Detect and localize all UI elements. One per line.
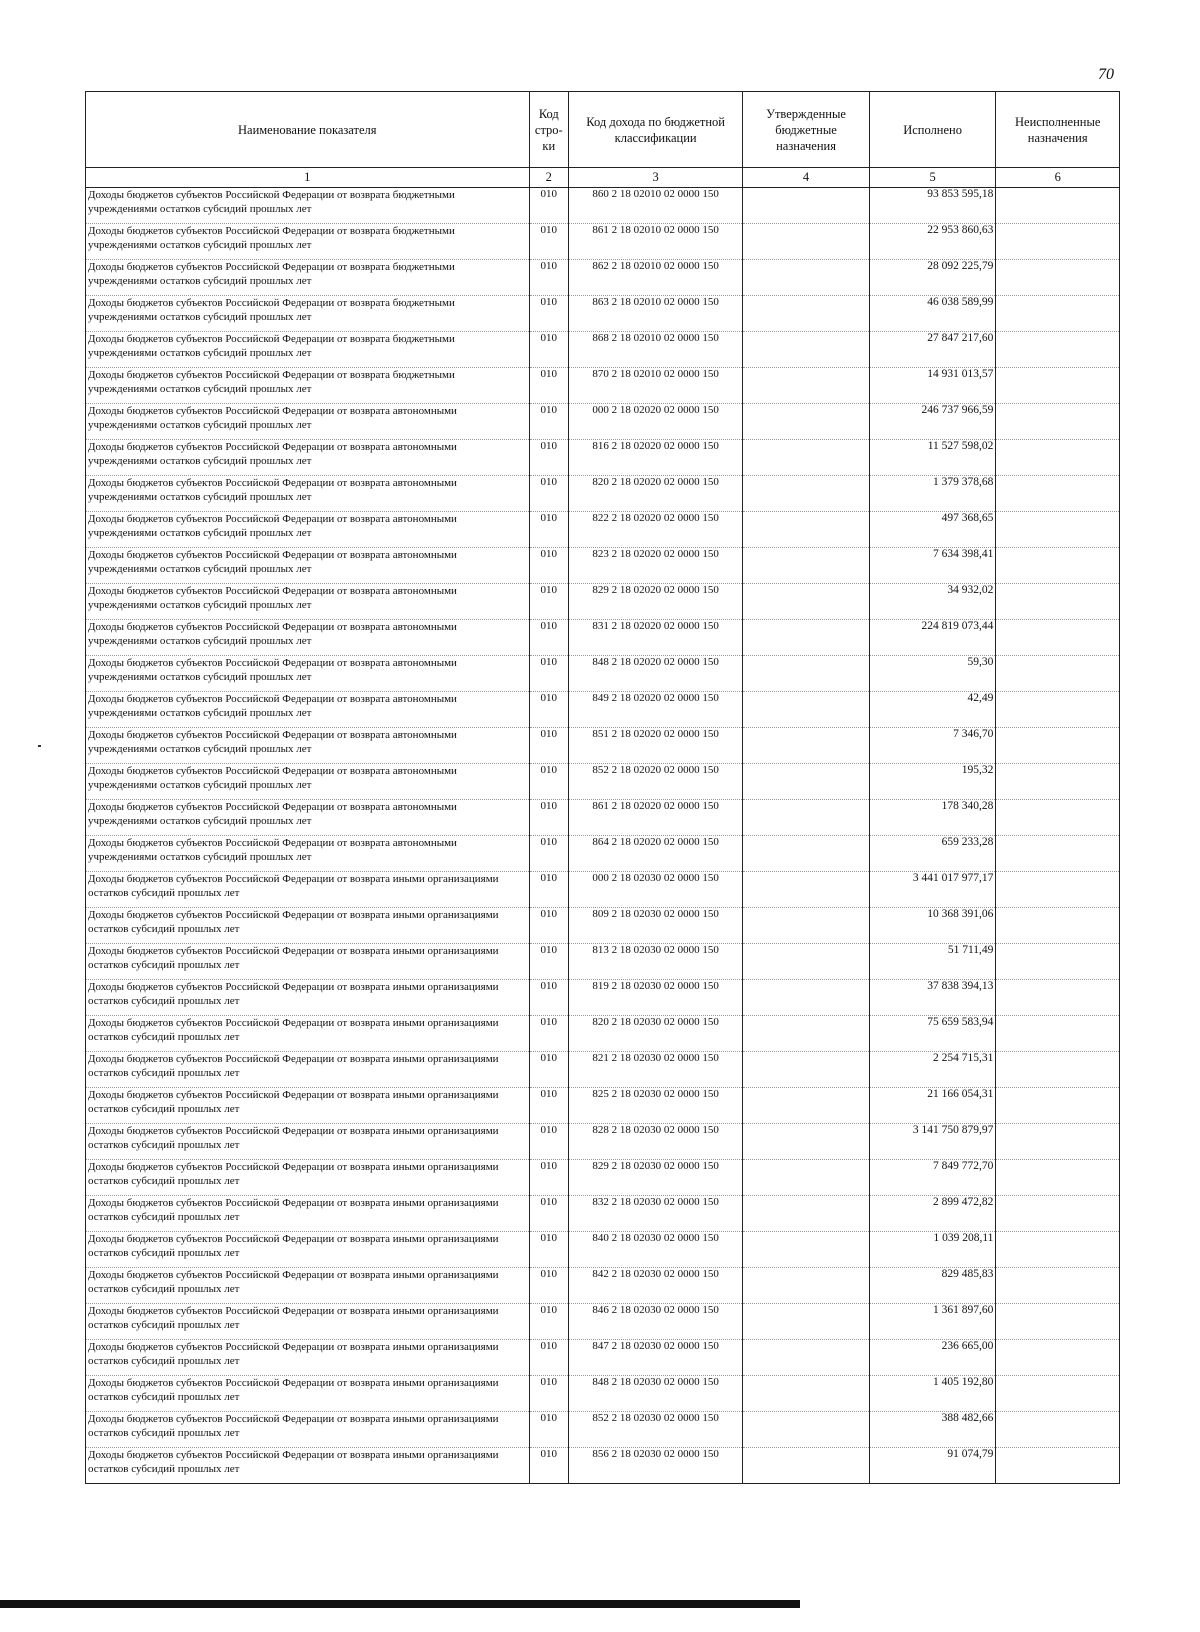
row-approved: [743, 512, 870, 548]
row-approved: [743, 1052, 870, 1088]
column-number: 1: [86, 168, 530, 188]
row-approved: [743, 1448, 870, 1484]
row-revenue-code: 848 2 18 02020 02 0000 150: [569, 656, 743, 692]
table-row: [86, 836, 1120, 872]
column-number: 3: [569, 168, 743, 188]
row-name: Доходы бюджетов субъектов Российской Федерации от возврата автономными учреждениями остатков субсидий прошлых лет: [86, 728, 530, 764]
table-row: [86, 296, 1120, 332]
row-executed: 2 254 715,31: [869, 1052, 996, 1088]
table-row: [86, 476, 1120, 512]
row-approved: [743, 584, 870, 620]
table-row: [86, 260, 1120, 296]
page-number: 70: [1098, 66, 1114, 83]
table-row: [86, 1124, 1120, 1160]
row-approved: [743, 1340, 870, 1376]
row-line-code: 010: [529, 1196, 568, 1232]
row-revenue-code: 849 2 18 02020 02 0000 150: [569, 692, 743, 728]
row-unexecuted: [996, 404, 1120, 440]
row-revenue-code: 864 2 18 02020 02 0000 150: [569, 836, 743, 872]
row-executed: 91 074,79: [869, 1448, 996, 1484]
row-unexecuted: [996, 476, 1120, 512]
row-line-code: 010: [529, 1124, 568, 1160]
row-revenue-code: 852 2 18 02030 02 0000 150: [569, 1412, 743, 1448]
row-unexecuted: [996, 1340, 1120, 1376]
row-name: Доходы бюджетов субъектов Российской Федерации от возврата автономными учреждениями остатков субсидий прошлых лет: [86, 404, 530, 440]
row-name: Доходы бюджетов субъектов Российской Федерации от возврата иными организациями остатков субсидий прошлых лет: [86, 1448, 530, 1484]
row-line-code: 010: [529, 1268, 568, 1304]
revenue-report-table: [85, 91, 1120, 1484]
row-name: Доходы бюджетов субъектов Российской Федерации от возврата иными организациями остатков субсидий прошлых лет: [86, 1196, 530, 1232]
table-row: [86, 1268, 1120, 1304]
row-name: Доходы бюджетов субъектов Российской Федерации от возврата иными организациями остатков субсидий прошлых лет: [86, 1016, 530, 1052]
row-line-code: 010: [529, 584, 568, 620]
row-unexecuted: [996, 656, 1120, 692]
row-approved: [743, 260, 870, 296]
row-revenue-code: 848 2 18 02030 02 0000 150: [569, 1376, 743, 1412]
row-executed: 659 233,28: [869, 836, 996, 872]
row-approved: [743, 980, 870, 1016]
row-approved: [743, 764, 870, 800]
row-executed: 27 847 217,60: [869, 332, 996, 368]
table-row: [86, 1448, 1120, 1484]
row-name: Доходы бюджетов субъектов Российской Федерации от возврата иными организациями остатков субсидий прошлых лет: [86, 872, 530, 908]
row-unexecuted: [996, 1088, 1120, 1124]
row-unexecuted: [996, 908, 1120, 944]
table-row: [86, 584, 1120, 620]
row-executed: 10 368 391,06: [869, 908, 996, 944]
row-revenue-code: 000 2 18 02020 02 0000 150: [569, 404, 743, 440]
row-name: Доходы бюджетов субъектов Российской Федерации от возврата автономными учреждениями остатков субсидий прошлых лет: [86, 692, 530, 728]
row-name: Доходы бюджетов субъектов Российской Федерации от возврата автономными учреждениями остатков субсидий прошлых лет: [86, 800, 530, 836]
row-approved: [743, 188, 870, 224]
row-name: Доходы бюджетов субъектов Российской Федерации от возврата бюджетными учреждениями остатков субсидий прошлых лет: [86, 260, 530, 296]
header-executed: Исполнено: [869, 92, 996, 168]
row-executed: 7 849 772,70: [869, 1160, 996, 1196]
table-row: [86, 440, 1120, 476]
row-revenue-code: 852 2 18 02020 02 0000 150: [569, 764, 743, 800]
row-name: Доходы бюджетов субъектов Российской Федерации от возврата иными организациями остатков субсидий прошлых лет: [86, 1160, 530, 1196]
row-unexecuted: [996, 260, 1120, 296]
row-executed: 46 038 589,99: [869, 296, 996, 332]
row-executed: 1 405 192,80: [869, 1376, 996, 1412]
header-unexecuted: Неисполненные назначения: [996, 92, 1120, 168]
row-revenue-code: 856 2 18 02030 02 0000 150: [569, 1448, 743, 1484]
table-row: [86, 332, 1120, 368]
row-unexecuted: [996, 728, 1120, 764]
row-unexecuted: [996, 1124, 1120, 1160]
column-number: 2: [529, 168, 568, 188]
row-name: Доходы бюджетов субъектов Российской Федерации от возврата автономными учреждениями остатков субсидий прошлых лет: [86, 512, 530, 548]
row-name: Доходы бюджетов субъектов Российской Федерации от возврата бюджетными учреждениями остатков субсидий прошлых лет: [86, 188, 530, 224]
row-line-code: 010: [529, 656, 568, 692]
row-unexecuted: [996, 548, 1120, 584]
row-approved: [743, 656, 870, 692]
row-name: Доходы бюджетов субъектов Российской Федерации от возврата бюджетными учреждениями остатков субсидий прошлых лет: [86, 368, 530, 404]
row-revenue-code: 842 2 18 02030 02 0000 150: [569, 1268, 743, 1304]
row-name: Доходы бюджетов субъектов Российской Федерации от возврата автономными учреждениями остатков субсидий прошлых лет: [86, 620, 530, 656]
row-revenue-code: 829 2 18 02020 02 0000 150: [569, 584, 743, 620]
row-name: Доходы бюджетов субъектов Российской Федерации от возврата иными организациями остатков субсидий прошлых лет: [86, 1232, 530, 1268]
row-name: Доходы бюджетов субъектов Российской Федерации от возврата автономными учреждениями остатков субсидий прошлых лет: [86, 764, 530, 800]
row-name: Доходы бюджетов субъектов Российской Федерации от возврата иными организациями остатков субсидий прошлых лет: [86, 1304, 530, 1340]
row-line-code: 010: [529, 224, 568, 260]
row-line-code: 010: [529, 800, 568, 836]
row-approved: [743, 224, 870, 260]
row-approved: [743, 800, 870, 836]
row-line-code: 010: [529, 1412, 568, 1448]
row-executed: 7 634 398,41: [869, 548, 996, 584]
row-line-code: 010: [529, 764, 568, 800]
row-line-code: 010: [529, 692, 568, 728]
row-approved: [743, 1268, 870, 1304]
row-name: Доходы бюджетов субъектов Российской Федерации от возврата автономными учреждениями остатков субсидий прошлых лет: [86, 584, 530, 620]
row-unexecuted: [996, 800, 1120, 836]
row-revenue-code: 861 2 18 02010 02 0000 150: [569, 224, 743, 260]
row-revenue-code: 868 2 18 02010 02 0000 150: [569, 332, 743, 368]
table-row: [86, 188, 1120, 224]
table-row: [86, 692, 1120, 728]
table-row: [86, 1016, 1120, 1052]
row-line-code: 010: [529, 332, 568, 368]
table-row: [86, 404, 1120, 440]
row-unexecuted: [996, 1412, 1120, 1448]
row-line-code: 010: [529, 980, 568, 1016]
row-line-code: 010: [529, 836, 568, 872]
table-row: [86, 548, 1120, 584]
table-row: [86, 1376, 1120, 1412]
row-name: Доходы бюджетов субъектов Российской Федерации от возврата иными организациями остатков субсидий прошлых лет: [86, 1340, 530, 1376]
row-executed: 59,30: [869, 656, 996, 692]
row-executed: 246 737 966,59: [869, 404, 996, 440]
row-name: Доходы бюджетов субъектов Российской Федерации от возврата иными организациями остатков субсидий прошлых лет: [86, 1124, 530, 1160]
row-unexecuted: [996, 1376, 1120, 1412]
row-line-code: 010: [529, 260, 568, 296]
row-name: Доходы бюджетов субъектов Российской Федерации от возврата бюджетными учреждениями остатков субсидий прошлых лет: [86, 224, 530, 260]
row-executed: 178 340,28: [869, 800, 996, 836]
row-approved: [743, 1124, 870, 1160]
row-line-code: 010: [529, 1448, 568, 1484]
row-revenue-code: 821 2 18 02030 02 0000 150: [569, 1052, 743, 1088]
row-unexecuted: [996, 1304, 1120, 1340]
row-name: Доходы бюджетов субъектов Российской Федерации от возврата автономными учреждениями остатков субсидий прошлых лет: [86, 476, 530, 512]
row-revenue-code: 828 2 18 02030 02 0000 150: [569, 1124, 743, 1160]
row-approved: [743, 1160, 870, 1196]
row-executed: 11 527 598,02: [869, 440, 996, 476]
row-executed: 42,49: [869, 692, 996, 728]
table-row: [86, 764, 1120, 800]
table-row: [86, 1304, 1120, 1340]
row-line-code: 010: [529, 548, 568, 584]
row-approved: [743, 836, 870, 872]
row-line-code: 010: [529, 188, 568, 224]
table-row: [86, 908, 1120, 944]
column-number-row: [86, 168, 1120, 188]
row-name: Доходы бюджетов субъектов Российской Федерации от возврата иными организациями остатков субсидий прошлых лет: [86, 1268, 530, 1304]
row-revenue-code: 820 2 18 02030 02 0000 150: [569, 1016, 743, 1052]
table-row: [86, 1412, 1120, 1448]
row-line-code: 010: [529, 1232, 568, 1268]
row-unexecuted: [996, 224, 1120, 260]
row-name: Доходы бюджетов субъектов Российской Федерации от возврата иными организациями остатков субсидий прошлых лет: [86, 1052, 530, 1088]
table-row: [86, 1196, 1120, 1232]
row-revenue-code: 000 2 18 02030 02 0000 150: [569, 872, 743, 908]
table-row: [86, 1088, 1120, 1124]
row-revenue-code: 819 2 18 02030 02 0000 150: [569, 980, 743, 1016]
row-name: Доходы бюджетов субъектов Российской Федерации от возврата автономными учреждениями остатков субсидий прошлых лет: [86, 656, 530, 692]
column-number: 6: [996, 168, 1120, 188]
header-line-code: Код стро-ки: [529, 92, 568, 168]
row-line-code: 010: [529, 512, 568, 548]
column-number: 4: [743, 168, 870, 188]
table-row: [86, 944, 1120, 980]
row-revenue-code: 840 2 18 02030 02 0000 150: [569, 1232, 743, 1268]
table-row: [86, 368, 1120, 404]
row-approved: [743, 944, 870, 980]
scan-mark: [38, 745, 41, 747]
row-unexecuted: [996, 440, 1120, 476]
row-revenue-code: 831 2 18 02020 02 0000 150: [569, 620, 743, 656]
row-approved: [743, 1196, 870, 1232]
row-unexecuted: [996, 836, 1120, 872]
row-unexecuted: [996, 1232, 1120, 1268]
row-name: Доходы бюджетов субъектов Российской Федерации от возврата автономными учреждениями остатков субсидий прошлых лет: [86, 548, 530, 584]
table-row: [86, 1160, 1120, 1196]
row-unexecuted: [996, 188, 1120, 224]
row-revenue-code: 809 2 18 02030 02 0000 150: [569, 908, 743, 944]
row-executed: 37 838 394,13: [869, 980, 996, 1016]
table-row: [86, 1340, 1120, 1376]
table-row: [86, 1052, 1120, 1088]
row-unexecuted: [996, 1016, 1120, 1052]
row-unexecuted: [996, 332, 1120, 368]
row-name: Доходы бюджетов субъектов Российской Федерации от возврата иными организациями остатков субсидий прошлых лет: [86, 908, 530, 944]
row-executed: 195,32: [869, 764, 996, 800]
row-revenue-code: 846 2 18 02030 02 0000 150: [569, 1304, 743, 1340]
row-line-code: 010: [529, 908, 568, 944]
row-line-code: 010: [529, 1160, 568, 1196]
row-line-code: 010: [529, 476, 568, 512]
row-revenue-code: 851 2 18 02020 02 0000 150: [569, 728, 743, 764]
header-indicator-name: Наименование показателя: [86, 92, 530, 168]
row-approved: [743, 296, 870, 332]
row-executed: 497 368,65: [869, 512, 996, 548]
row-executed: 28 092 225,79: [869, 260, 996, 296]
table-row: [86, 656, 1120, 692]
row-executed: 93 853 595,18: [869, 188, 996, 224]
row-executed: 75 659 583,94: [869, 1016, 996, 1052]
row-executed: 22 953 860,63: [869, 224, 996, 260]
row-executed: 34 932,02: [869, 584, 996, 620]
row-revenue-code: 820 2 18 02020 02 0000 150: [569, 476, 743, 512]
row-executed: 3 141 750 879,97: [869, 1124, 996, 1160]
row-unexecuted: [996, 1052, 1120, 1088]
header-row: [86, 92, 1120, 168]
row-name: Доходы бюджетов субъектов Российской Федерации от возврата иными организациями остатков субсидий прошлых лет: [86, 1412, 530, 1448]
row-line-code: 010: [529, 368, 568, 404]
row-revenue-code: 863 2 18 02010 02 0000 150: [569, 296, 743, 332]
row-line-code: 010: [529, 1016, 568, 1052]
row-unexecuted: [996, 512, 1120, 548]
row-unexecuted: [996, 1448, 1120, 1484]
row-executed: 224 819 073,44: [869, 620, 996, 656]
row-line-code: 010: [529, 1088, 568, 1124]
row-executed: 1 379 378,68: [869, 476, 996, 512]
row-revenue-code: 822 2 18 02020 02 0000 150: [569, 512, 743, 548]
row-approved: [743, 404, 870, 440]
row-approved: [743, 1304, 870, 1340]
row-line-code: 010: [529, 872, 568, 908]
row-revenue-code: 823 2 18 02020 02 0000 150: [569, 548, 743, 584]
row-line-code: 010: [529, 728, 568, 764]
row-revenue-code: 829 2 18 02030 02 0000 150: [569, 1160, 743, 1196]
row-approved: [743, 476, 870, 512]
table-row: [86, 512, 1120, 548]
row-executed: 2 899 472,82: [869, 1196, 996, 1232]
row-line-code: 010: [529, 620, 568, 656]
row-revenue-code: 825 2 18 02030 02 0000 150: [569, 1088, 743, 1124]
row-name: Доходы бюджетов субъектов Российской Федерации от возврата автономными учреждениями остатков субсидий прошлых лет: [86, 836, 530, 872]
column-number: 5: [869, 168, 996, 188]
table-row: [86, 620, 1120, 656]
row-unexecuted: [996, 692, 1120, 728]
row-executed: 829 485,83: [869, 1268, 996, 1304]
row-name: Доходы бюджетов субъектов Российской Федерации от возврата иными организациями остатков субсидий прошлых лет: [86, 1088, 530, 1124]
row-unexecuted: [996, 296, 1120, 332]
row-executed: 3 441 017 977,17: [869, 872, 996, 908]
row-executed: 1 039 208,11: [869, 1232, 996, 1268]
row-approved: [743, 692, 870, 728]
row-line-code: 010: [529, 404, 568, 440]
scan-edge: [0, 1600, 800, 1608]
row-unexecuted: [996, 944, 1120, 980]
row-executed: 21 166 054,31: [869, 1088, 996, 1124]
row-name: Доходы бюджетов субъектов Российской Федерации от возврата бюджетными учреждениями остатков субсидий прошлых лет: [86, 296, 530, 332]
header-approved: Утвержденные бюджетные назначения: [743, 92, 870, 168]
row-name: Доходы бюджетов субъектов Российской Федерации от возврата бюджетными учреждениями остатков субсидий прошлых лет: [86, 332, 530, 368]
row-line-code: 010: [529, 296, 568, 332]
row-executed: 14 931 013,57: [869, 368, 996, 404]
row-unexecuted: [996, 620, 1120, 656]
row-revenue-code: 862 2 18 02010 02 0000 150: [569, 260, 743, 296]
row-unexecuted: [996, 1196, 1120, 1232]
table-row: [86, 980, 1120, 1016]
row-executed: 7 346,70: [869, 728, 996, 764]
row-unexecuted: [996, 584, 1120, 620]
row-approved: [743, 908, 870, 944]
row-approved: [743, 728, 870, 764]
table-row: [86, 800, 1120, 836]
row-revenue-code: 861 2 18 02020 02 0000 150: [569, 800, 743, 836]
table-row: [86, 1232, 1120, 1268]
row-name: Доходы бюджетов субъектов Российской Федерации от возврата иными организациями остатков субсидий прошлых лет: [86, 980, 530, 1016]
row-unexecuted: [996, 980, 1120, 1016]
row-revenue-code: 816 2 18 02020 02 0000 150: [569, 440, 743, 476]
row-executed: 1 361 897,60: [869, 1304, 996, 1340]
row-line-code: 010: [529, 944, 568, 980]
row-revenue-code: 860 2 18 02010 02 0000 150: [569, 188, 743, 224]
row-unexecuted: [996, 368, 1120, 404]
row-approved: [743, 872, 870, 908]
row-executed: 51 711,49: [869, 944, 996, 980]
row-revenue-code: 813 2 18 02030 02 0000 150: [569, 944, 743, 980]
row-approved: [743, 368, 870, 404]
row-revenue-code: 870 2 18 02010 02 0000 150: [569, 368, 743, 404]
table-row: [86, 224, 1120, 260]
row-approved: [743, 1016, 870, 1052]
row-name: Доходы бюджетов субъектов Российской Федерации от возврата иными организациями остатков субсидий прошлых лет: [86, 944, 530, 980]
row-unexecuted: [996, 1268, 1120, 1304]
row-approved: [743, 1088, 870, 1124]
row-unexecuted: [996, 764, 1120, 800]
row-name: Доходы бюджетов субъектов Российской Федерации от возврата иными организациями остатков субсидий прошлых лет: [86, 1376, 530, 1412]
row-revenue-code: 847 2 18 02030 02 0000 150: [569, 1340, 743, 1376]
row-unexecuted: [996, 872, 1120, 908]
row-revenue-code: 832 2 18 02030 02 0000 150: [569, 1196, 743, 1232]
row-line-code: 010: [529, 1376, 568, 1412]
header-revenue-code: Код дохода по бюджетной классификации: [569, 92, 743, 168]
row-executed: 388 482,66: [869, 1412, 996, 1448]
row-executed: 236 665,00: [869, 1340, 996, 1376]
row-approved: [743, 1412, 870, 1448]
row-approved: [743, 1232, 870, 1268]
row-approved: [743, 1376, 870, 1412]
row-approved: [743, 620, 870, 656]
row-line-code: 010: [529, 1304, 568, 1340]
table-row: [86, 728, 1120, 764]
row-unexecuted: [996, 1160, 1120, 1196]
row-approved: [743, 440, 870, 476]
row-line-code: 010: [529, 1340, 568, 1376]
row-approved: [743, 548, 870, 584]
row-line-code: 010: [529, 440, 568, 476]
table-row: [86, 872, 1120, 908]
row-approved: [743, 332, 870, 368]
row-line-code: 010: [529, 1052, 568, 1088]
row-name: Доходы бюджетов субъектов Российской Федерации от возврата автономными учреждениями остатков субсидий прошлых лет: [86, 440, 530, 476]
